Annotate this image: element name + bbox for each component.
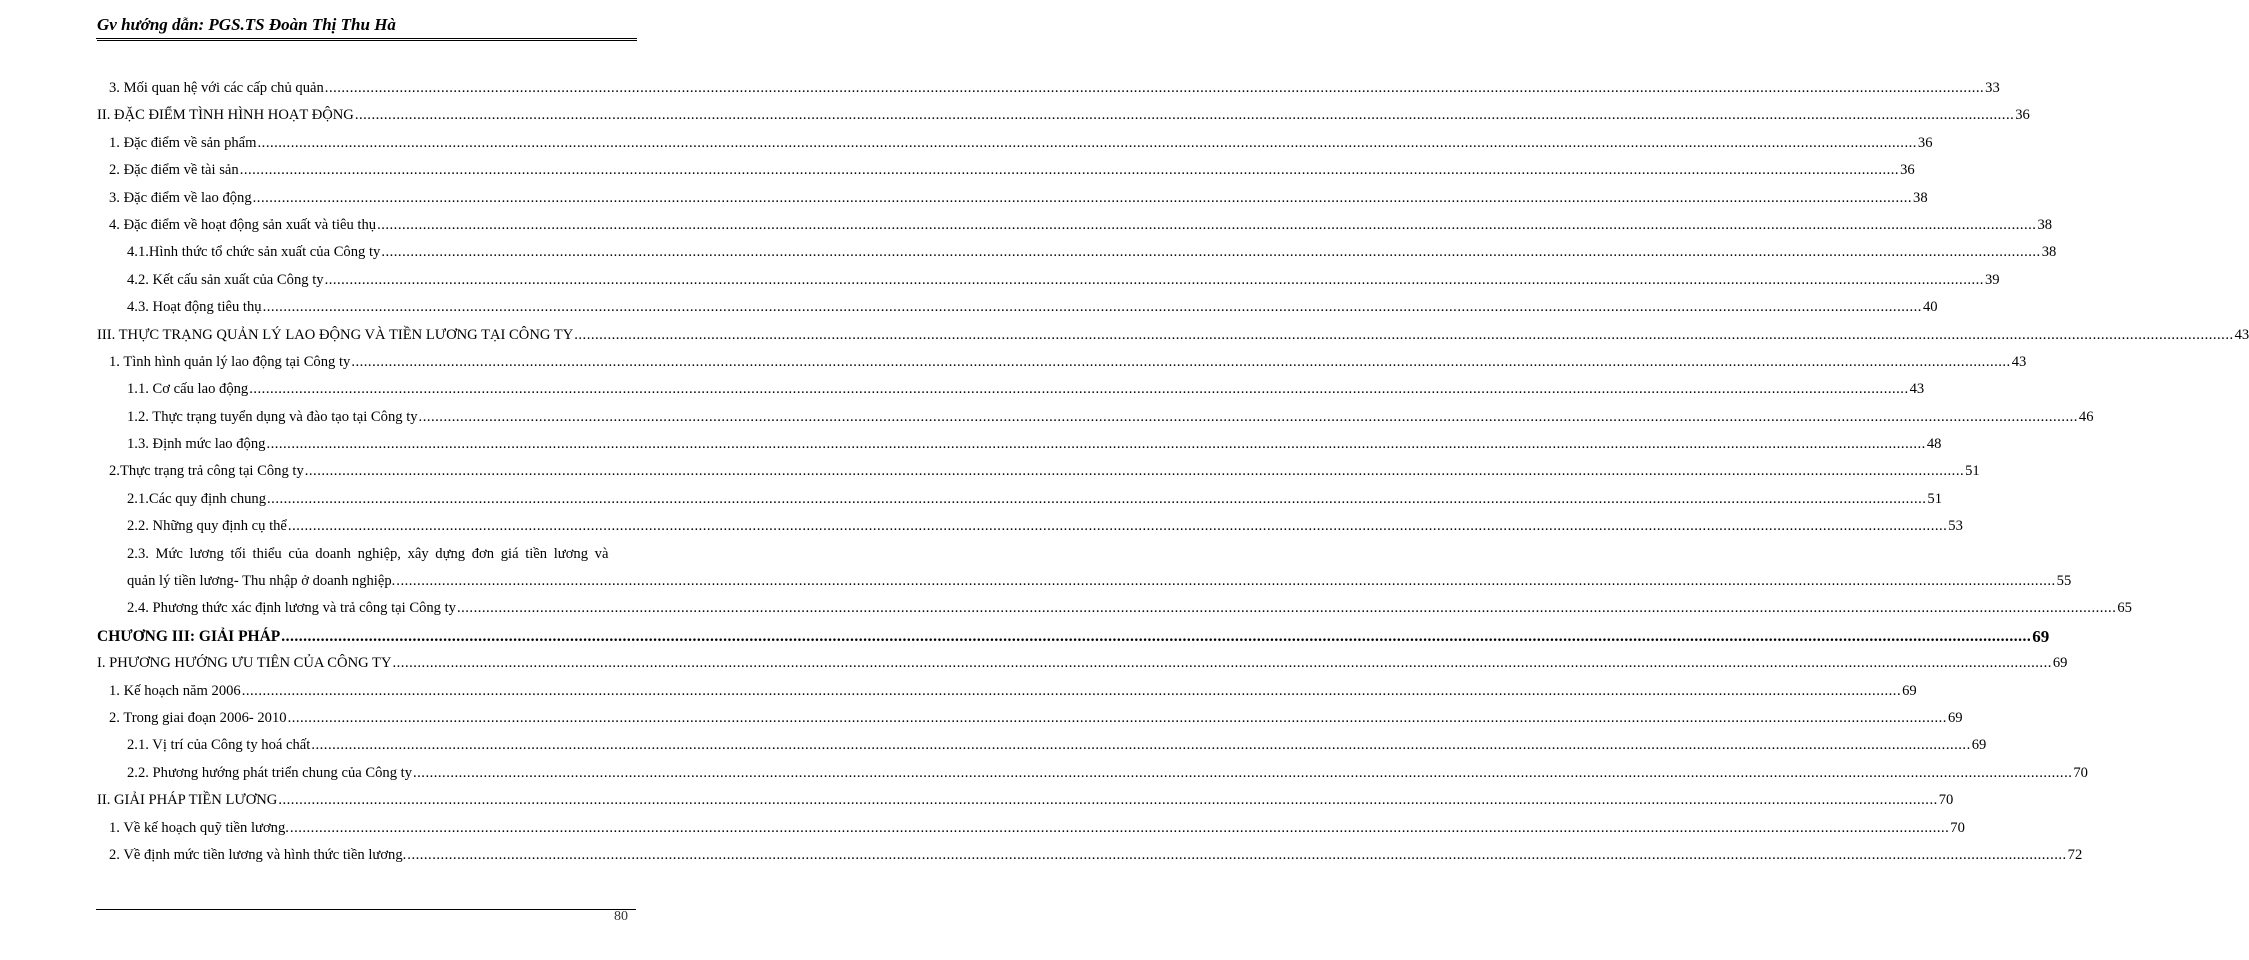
- toc-entry[interactable]: [97, 842, 2083, 869]
- toc-entry-title: CHƯƠNG III: GIẢI PHÁP: [97, 623, 281, 650]
- toc-leader-dots: ................................................................................................................................................................................................................................................................................................................................................................................................................: [311, 737, 1971, 754]
- toc-entry-page: 38: [2041, 244, 2057, 261]
- toc-entry-page: 69: [2052, 655, 2068, 672]
- toc-entry-page: 38: [2037, 216, 2053, 233]
- toc-entry[interactable]: [97, 322, 2249, 349]
- toc-entry[interactable]: [97, 815, 1965, 842]
- toc-entry-page: 36: [1900, 162, 1915, 179]
- toc-entry-title: 2.4. Phương thức xác định lương và trả công tại Công ty: [127, 595, 457, 622]
- toc-entry[interactable]: [97, 431, 1942, 458]
- toc-entry-title: 4.3. Hoạt động tiêu thụ: [127, 294, 263, 321]
- toc-entry-title: 4. Đặc điểm về hoạt động sản xuất và tiêu thụ: [109, 212, 377, 239]
- toc-leader-dots: ................................................................................................................................................................................................................................................................................................................................................................................................................: [252, 189, 1913, 206]
- toc-entry-page: 69: [1971, 737, 1987, 754]
- toc-entry-page: 36: [2015, 107, 2030, 124]
- toc-entry[interactable]: [97, 212, 2053, 239]
- toc-leader-dots: ................................................................................................................................................................................................................................................................................................................................................................................................................: [257, 134, 1917, 151]
- toc-leader-dots: ................................................................................................................................................................................................................................................................................................................................................................................................................: [574, 326, 2234, 343]
- toc-entry-title: 1. Kế hoạch năm 2006: [109, 678, 242, 705]
- toc-leader-dots: ................................................................................................................................................................................................................................................................................................................................................................................................................: [287, 709, 1947, 726]
- toc-entry[interactable]: [97, 185, 1928, 212]
- toc-entry[interactable]: [97, 102, 2030, 129]
- toc-entry-page: 43: [2234, 326, 2249, 343]
- table-of-contents: [97, 75, 2249, 869]
- toc-entry-page: 70: [1950, 819, 1965, 836]
- toc-entry-page: 33: [1985, 80, 2000, 96]
- toc-entry[interactable]: [97, 349, 2027, 376]
- toc-entry[interactable]: [97, 595, 2132, 622]
- toc-leader-dots: ................................................................................................................................................................................................................................................................................................................................................................................................................: [289, 819, 1950, 836]
- toc-entry-title: 3. Mối quan hệ với các cấp chủ quản: [109, 75, 325, 102]
- toc-entry[interactable]: [97, 650, 2068, 677]
- toc-leader-dots: ................................................................................................................................................................................................................................................................................................................................................................................................................: [418, 408, 2078, 425]
- toc-entry-page: 72: [2067, 846, 2083, 863]
- toc-entry-page: 70: [2073, 764, 2088, 781]
- toc-entry[interactable]: [97, 157, 1915, 184]
- toc-entry[interactable]: [97, 404, 2094, 431]
- toc-entry[interactable]: [97, 239, 2057, 266]
- toc-entry[interactable]: [97, 294, 1938, 321]
- toc-entry-title: 4.1.Hình thức tổ chức sản xuất của Công ty: [127, 239, 381, 266]
- toc-entry-page: 39: [1984, 271, 2000, 288]
- toc-leader-dots: ................................................................................................................................................................................................................................................................................................................................................................................................................: [241, 682, 1902, 699]
- toc-leader-dots: ................................................................................................................................................................................................................................................................................................................................................................................................................: [304, 463, 1965, 480]
- toc-entry-title: II. ĐẶC ĐIỂM TÌNH HÌNH HOẠT ĐỘNG: [97, 102, 355, 129]
- toc-entry[interactable]: [97, 705, 1963, 732]
- toc-entry-title: 2. Đặc điểm về tài sản: [109, 157, 240, 184]
- toc-entry-page: 36: [1917, 134, 1933, 151]
- toc-entry-page: 69: [1902, 682, 1917, 699]
- toc-entry-page: 53: [1948, 518, 1963, 535]
- toc-leader-dots: ................................................................................................................................................................................................................................................................................................................................................................................................................: [239, 162, 1900, 179]
- toc-entry-title: II. GIẢI PHÁP TIỀN LƯƠNG: [97, 787, 278, 814]
- toc-entry-title: quản lý tiền lương- Thu nhập ở doanh nghiệp.: [127, 568, 396, 595]
- toc-leader-dots: ................................................................................................................................................................................................................................................................................................................................................................................................................: [278, 792, 1938, 809]
- toc-leader-dots: ................................................................................................................................................................................................................................................................................................................................................................................................................: [324, 271, 1984, 288]
- toc-leader-dots: ................................................................................................................................................................................................................................................................................................................................................................................................................: [281, 627, 2032, 645]
- toc-leader-dots: ................................................................................................................................................................................................................................................................................................................................................................................................................: [392, 655, 2052, 672]
- toc-entry-title: 2. Trong giai đoạn 2006- 2010: [109, 705, 288, 732]
- toc-leader-dots: ................................................................................................................................................................................................................................................................................................................................................................................................................: [249, 381, 1909, 398]
- toc-leader-dots: ................................................................................................................................................................................................................................................................................................................................................................................................................: [396, 573, 2056, 590]
- toc-entry[interactable]: [97, 787, 1954, 814]
- toc-entry-title: I. PHƯƠNG HƯỚNG ƯU TIÊN CỦA CÔNG TY: [97, 650, 393, 677]
- toc-entry[interactable]: [97, 513, 1963, 540]
- toc-entry-page: 38: [1913, 189, 1928, 206]
- toc-entry[interactable]: [97, 75, 2000, 102]
- toc-entry-page: 46: [2078, 408, 2094, 425]
- toc-chapter-entry[interactable]: [97, 623, 2050, 650]
- toc-entry-title: 1. Đặc điểm về sản phẩm: [109, 130, 258, 157]
- toc-entry[interactable]: [97, 458, 1980, 485]
- toc-leader-dots: ................................................................................................................................................................................................................................................................................................................................................................................................................: [262, 299, 1922, 316]
- toc-entry-wrapped-line[interactable]: 2.3. Mức lương tối thiểu của doanh nghiệp, xây dựng đơn giá tiền lương và: [127, 545, 609, 562]
- toc-entry[interactable]: [97, 732, 1987, 759]
- toc-entry-page: 51: [1965, 463, 1980, 480]
- toc-entry[interactable]: [97, 486, 1942, 513]
- toc-entry-title: 1.1. Cơ cấu lao động: [127, 376, 249, 403]
- toc-entry-page: 43: [2011, 353, 2027, 370]
- toc-entry-page: 70: [1938, 792, 1954, 809]
- toc-entry-page: 65: [2117, 600, 2132, 617]
- toc-entry[interactable]: [97, 130, 1933, 157]
- toc-leader-dots: ................................................................................................................................................................................................................................................................................................................................................................................................................: [287, 518, 1948, 535]
- toc-entry-title: 2.Thực trạng trả công tại Công ty: [109, 458, 305, 485]
- toc-leader-dots: ................................................................................................................................................................................................................................................................................................................................................................................................................: [377, 216, 2037, 233]
- toc-entry-title: 2. Về định mức tiền lương và hình thức tiền lương.: [109, 842, 407, 869]
- toc-entry-title: 2.2. Những quy định cụ thể: [127, 513, 288, 540]
- toc-leader-dots: ................................................................................................................................................................................................................................................................................................................................................................................................................: [381, 244, 2041, 261]
- toc-entry-page: 51: [1927, 490, 1942, 507]
- toc-leader-dots: ................................................................................................................................................................................................................................................................................................................................................................................................................: [351, 353, 2011, 370]
- toc-entry-title: 1. Về kế hoạch quỹ tiền lương.: [109, 815, 290, 842]
- toc-leader-dots: ................................................................................................................................................................................................................................................................................................................................................................................................................: [266, 436, 1926, 453]
- toc-entry[interactable]: [97, 760, 2088, 787]
- toc-entry-page: 43: [1909, 381, 1925, 398]
- toc-entry[interactable]: [97, 267, 2000, 294]
- toc-entry-title: 2.1.Các quy định chung: [127, 486, 267, 513]
- toc-entry-title: 1.3. Định mức lao động: [127, 431, 266, 458]
- toc-entry-title: III. THỰC TRẠNG QUẢN LÝ LAO ĐỘNG VÀ TIỀN LƯƠNG TẠI CÔNG TY: [97, 322, 574, 349]
- toc-entry-page: 48: [1926, 436, 1942, 453]
- toc-leader-dots: ................................................................................................................................................................................................................................................................................................................................................................................................................: [354, 107, 2015, 124]
- toc-entry[interactable]: [97, 376, 1925, 403]
- toc-entry-page: 69: [2032, 626, 2050, 646]
- page-header: [97, 12, 637, 41]
- toc-entry[interactable]: [97, 678, 1917, 705]
- toc-leader-dots: ................................................................................................................................................................................................................................................................................................................................................................................................................: [407, 846, 2067, 863]
- toc-entry-title: 2.2. Phương hướng phát triển chung của Công ty: [127, 760, 413, 787]
- toc-leader-dots: ................................................................................................................................................................................................................................................................................................................................................................................................................: [324, 80, 1985, 96]
- header-title: Gv hướng dẫn: PGS.TS Đoàn Thị Thu Hà: [97, 15, 396, 34]
- toc-leader-dots: ................................................................................................................................................................................................................................................................................................................................................................................................................: [456, 600, 2117, 617]
- toc-entry-title: 1.2. Thực trạng tuyển dụng và đào tạo tại Công ty: [127, 404, 419, 431]
- toc-leader-dots: ................................................................................................................................................................................................................................................................................................................................................................................................................: [267, 490, 1927, 507]
- toc-entry-page: 55: [2056, 573, 2072, 590]
- toc-entry-page: 69: [1947, 709, 1963, 726]
- toc-entry-title: 2.1. Vị trí của Công ty hoá chất: [127, 732, 311, 759]
- toc-entry-title: 3. Đặc điểm về lao động: [109, 185, 253, 212]
- toc-entry[interactable]: [97, 568, 2072, 595]
- toc-entry-title: 1. Tình hình quản lý lao động tại Công ty: [109, 349, 351, 376]
- toc-entry-title: 4.2. Kết cấu sản xuất của Công ty: [127, 267, 325, 294]
- toc-entry-page: 40: [1922, 299, 1938, 316]
- page-number: 80: [614, 909, 628, 924]
- toc-leader-dots: ................................................................................................................................................................................................................................................................................................................................................................................................................: [413, 764, 2073, 781]
